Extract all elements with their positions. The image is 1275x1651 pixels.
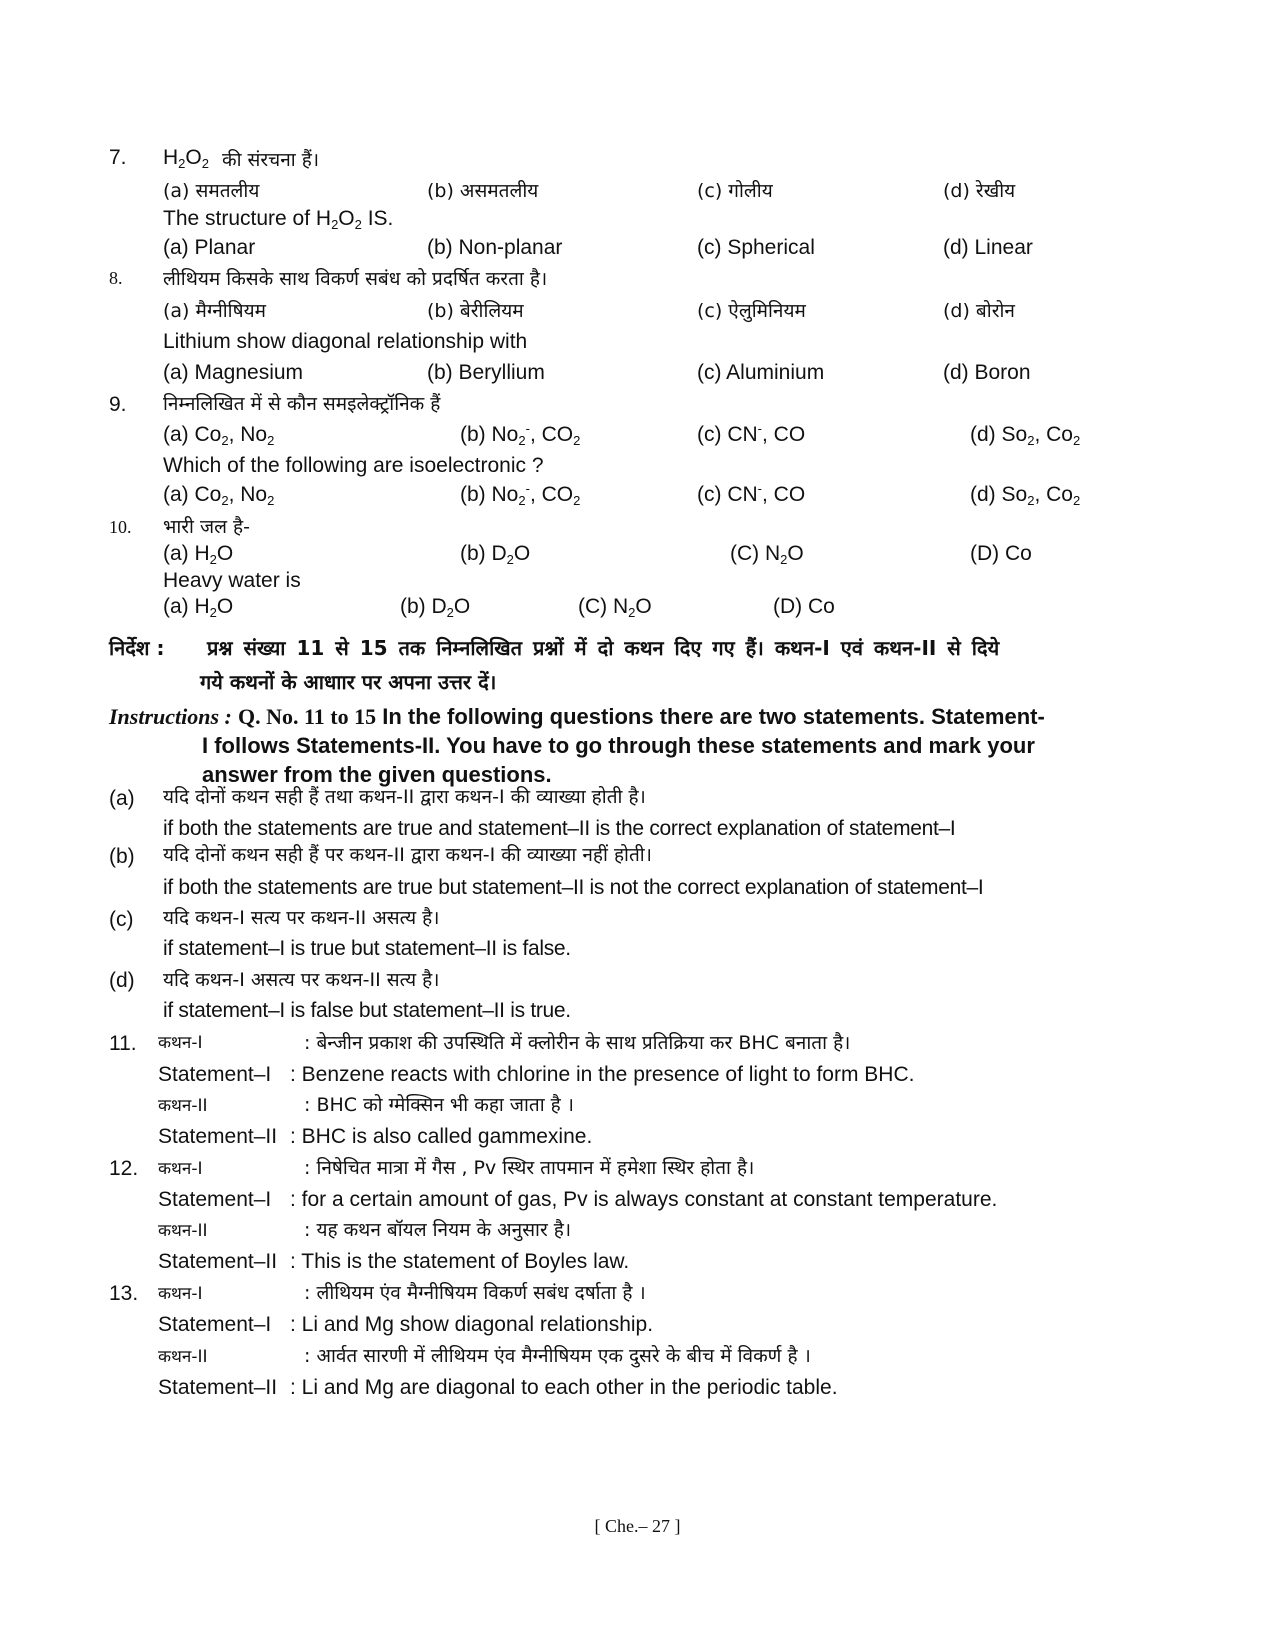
question-number: 8.	[109, 268, 123, 288]
q9-option-d-hindi-row: (d) $So_2$, $Co_2$	[970, 423, 1081, 448]
q10-option-c-hindi-row: (C) $N_2O$	[730, 542, 804, 567]
kathan-1-label: कथन-I	[158, 1284, 203, 1304]
q13-statement-2-hindi: : आर्वत सारणी में लीथियम एंव मैग्नीषियम एक दुसरे के बीच में विकर्ण है ।	[304, 1345, 811, 1367]
question-number: 13.	[109, 1282, 139, 1305]
q7-option-c: (c) Spherical	[697, 236, 815, 259]
statement-2-label: Statement–II	[158, 1376, 278, 1399]
q9-option-b-hindi-row: (b) $No_2^-$, $CO_2$	[460, 421, 581, 448]
statement-1-label: Statement–I	[158, 1188, 272, 1211]
q10-stem-english: Heavy water is	[163, 569, 301, 592]
q8-option-a: (a) Magnesium	[163, 361, 304, 384]
q7-stem-english: The structure of $H_2O_2$ IS.	[163, 207, 394, 232]
q7-option-b: (b) Non-planar	[427, 236, 563, 259]
q7-option-c-hindi: (c) गोलीय	[697, 180, 773, 202]
question-number: 9.	[109, 393, 127, 416]
choice-c-english: if statement–I is true but statement–II is false.	[163, 937, 571, 960]
q10-option-c: (C) $N_2O$	[578, 595, 652, 620]
english-instructions-line1	[109, 704, 1045, 730]
q8-option-a-hindi: (a) मैग्नीषियम	[163, 300, 266, 322]
q10-option-d-hindi-row: (D) Co	[970, 542, 1032, 565]
instructions-text: In the following questions there are two statements. Statement-	[382, 704, 1045, 729]
q9-option-d: (d) $So_2$, $Co_2$	[970, 483, 1081, 508]
q9-option-c: (c) CN-, CO	[697, 481, 806, 506]
q8-option-d-hindi: (d) बोरोन	[943, 300, 1015, 322]
q12-statement-1-english: : for a certain amount of gas, Pv is always constant at constant temperature.	[290, 1188, 998, 1211]
choice-d-hindi: यदि कथन-I असत्य पर कथन-II सत्य है।	[163, 969, 440, 991]
q7-option-a-hindi: (a) समतलीय	[163, 180, 260, 202]
q8-option-c-hindi: (c) ऐलुमिनियम	[697, 300, 806, 322]
english-instructions-line3: answer from the given questions.	[202, 762, 552, 787]
q9-option-b: (b) $No_2^-$, $CO_2$	[460, 481, 581, 508]
q9-stem-english: Which of the following are isoelectronic ?	[163, 454, 544, 477]
q13-statement-1-hindi: : लीथियम एंव मैग्नीषियम विकर्ण सबंध दर्षाता है ।	[304, 1282, 646, 1304]
q8-option-b-hindi: (b) बेरीलियम	[427, 300, 524, 322]
q11-statement-2-hindi: : BHC को ग्मेक्सिन भी कहा जाता है ।	[304, 1094, 575, 1116]
q8-stem-hindi: लीथियम किसके साथ विकर्ण सबंध को प्रदर्षित करता है।	[163, 268, 548, 290]
statement-2-label: Statement–II	[158, 1125, 278, 1148]
q8-option-d: (d) Boron	[943, 361, 1031, 384]
choice-b-hindi: यदि दोनों कथन सही हैं पर कथन-II द्वारा कथन-I की व्याख्या नहीं होती।	[163, 844, 652, 866]
q10-option-a-hindi-row: (a) $H_2O$	[163, 542, 234, 567]
q10-option-d: (D) Co	[773, 595, 835, 618]
kathan-2-label: कथन-II	[158, 1096, 208, 1116]
q8-option-c: (c) Aluminium	[697, 361, 825, 384]
choice-d-english: if statement–I is false but statement–II is true.	[163, 999, 571, 1022]
q13-statement-2-english: : Li and Mg are diagonal to each other in the periodic table.	[290, 1376, 838, 1399]
q13-statement-1-english: : Li and Mg show diagonal relationship.	[290, 1313, 654, 1336]
hindi-instructions-line2: गये कथनों के आधाार पर अपना उत्तर दें।	[200, 670, 497, 694]
q12-statement-1-hindi: : निषेचित मात्रा में गैस , Pv स्थिर तापमान में हमेशा स्थिर होता है।	[304, 1157, 755, 1179]
instructions-question-ref: Q. No. 11 to 15	[238, 704, 377, 729]
page-number-footer: [ Che.– 27 ]	[594, 1516, 681, 1536]
q11-statement-1-hindi: : बेन्जीन प्रकाश की उपस्थिति में क्लोरीन के साथ प्रतिक्रिया कर BHC बनाता है।	[304, 1032, 851, 1054]
q7-option-d: (d) Linear	[943, 236, 1033, 259]
choice-b-english: if both the statements are true but statement–II is not the correct explanation of statement–I	[163, 876, 984, 899]
q9-option-c-hindi-row: (c) CN-, CO	[697, 421, 806, 446]
q10-option-b: (b) $D_2O$	[400, 595, 471, 620]
question-number: 7.	[109, 146, 127, 169]
q9-stem-hindi: निम्नलिखित में से कौन समइलेक्ट्रॉनिक हैं	[163, 393, 441, 415]
q7-formula: $H_2O_2$	[163, 146, 209, 171]
english-instructions-line2: I follows Statements-II. You have to go through these statements and mark your	[202, 733, 1035, 758]
q7-option-d-hindi: (d) रेखीय	[943, 180, 1016, 202]
choice-a-english: if both the statements are true and statement–II is the correct explanation of statement–I	[163, 817, 956, 840]
choice-label: (a)	[109, 787, 135, 810]
choice-a-hindi: यदि दोनों कथन सही हैं तथा कथन-II द्वारा कथन-I की व्याख्या होती है।	[163, 786, 646, 808]
kathan-2-label: कथन-II	[158, 1221, 208, 1241]
q10-option-a: (a) $H_2O$	[163, 595, 234, 620]
kathan-2-label: कथन-II	[158, 1347, 208, 1367]
question-number: 10.	[109, 517, 132, 537]
statement-1-label: Statement–I	[158, 1063, 272, 1086]
q9-option-a: (a) $Co_2$, $No_2$	[163, 483, 275, 508]
q9-option-a-hindi-row: (a) $Co_2$, $No_2$	[163, 423, 275, 448]
q7-stem-hindi: की संरचना हैं।	[222, 149, 320, 171]
q7-option-b-hindi: (b) असमतलीय	[427, 180, 539, 202]
q7-option-a: (a) Planar	[163, 236, 256, 259]
q12-statement-2-hindi: : यह कथन बॉयल नियम के अनुसार है।	[304, 1219, 572, 1241]
question-number: 11.	[109, 1032, 137, 1055]
q8-stem-english: Lithium show diagonal relationship with	[163, 330, 528, 353]
q11-statement-1-english: : Benzene reacts with chlorine in the presence of light to form BHC.	[290, 1063, 915, 1086]
kathan-1-label: कथन-I	[158, 1159, 203, 1179]
q10-option-b-hindi-row: (b) $D_2O$	[460, 542, 531, 567]
q11-statement-2-english: : BHC is also called gammexine.	[290, 1125, 593, 1148]
statement-1-label: Statement–I	[158, 1313, 272, 1336]
q10-stem-hindi: भारी जल है-	[163, 516, 250, 538]
choice-label: (d)	[109, 969, 135, 992]
question-number: 12.	[109, 1157, 139, 1180]
choice-label: (b)	[109, 845, 135, 868]
hindi-instructions-line1: प्रश्न संख्या 11 से 15 तक निम्नलिखित प्रश्नों में दो कथन दिए गए हैं। कथन-I एवं कथन-II से दिये	[207, 636, 1000, 660]
q8-option-b: (b) Beryllium	[427, 361, 545, 384]
hindi-instructions-label: निर्देश :	[109, 636, 165, 660]
instructions-label: Instructions :	[109, 704, 232, 729]
choice-c-hindi: यदि कथन-I सत्य पर कथन-II असत्य है।	[163, 907, 440, 929]
statement-2-label: Statement–II	[158, 1250, 278, 1273]
choice-label: (c)	[109, 908, 134, 931]
q12-statement-2-english: : This is the statement of Boyles law.	[290, 1250, 630, 1273]
kathan-1-label: कथन-I	[158, 1033, 203, 1053]
